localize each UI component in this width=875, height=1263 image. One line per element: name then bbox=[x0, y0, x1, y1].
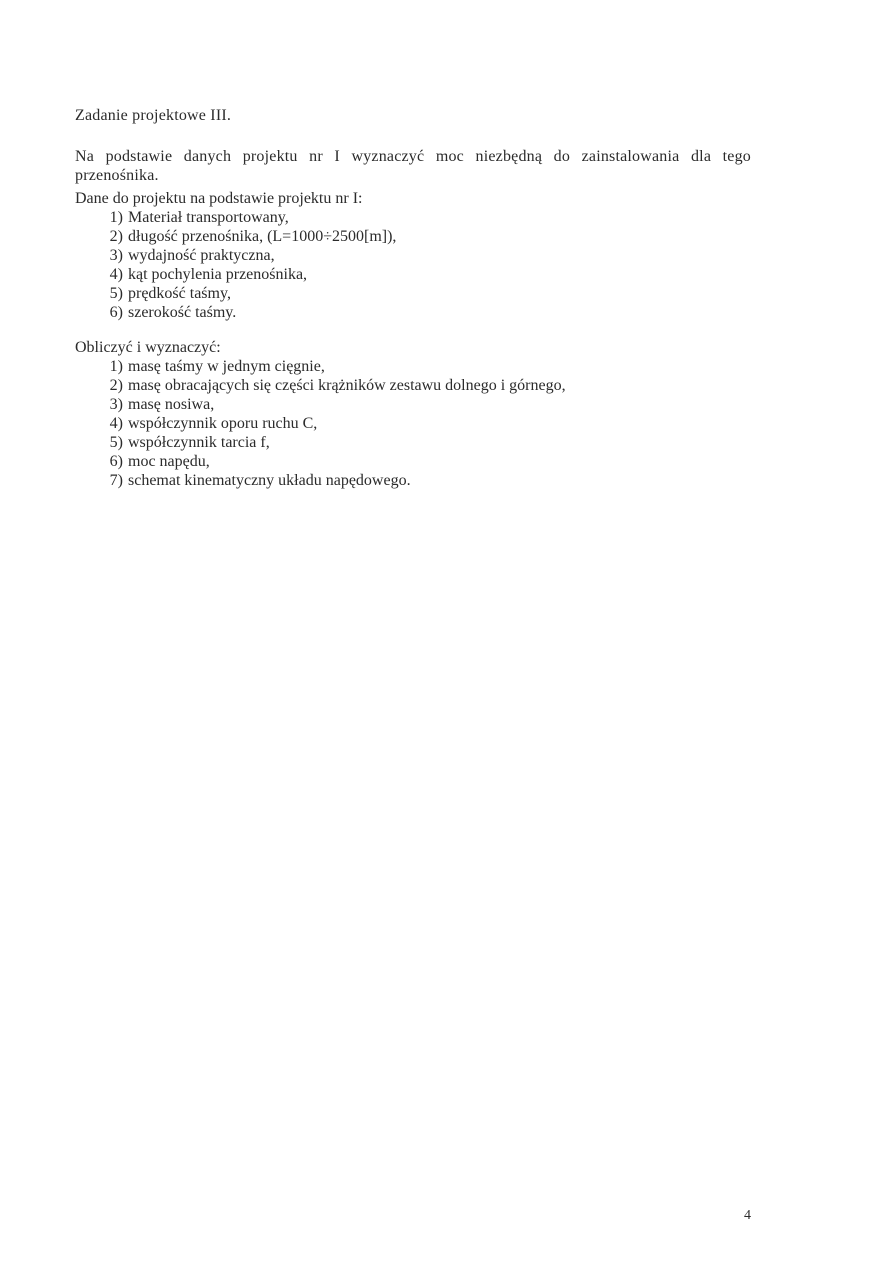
list-item-text: szerokość taśmy. bbox=[128, 304, 237, 321]
list-item-number: 4) bbox=[109, 415, 123, 432]
list-item-number: 6) bbox=[109, 453, 123, 470]
data-list bbox=[75, 208, 755, 322]
list-item bbox=[75, 284, 755, 303]
list-item bbox=[75, 303, 755, 322]
list-item-text: Materiał transportowany, bbox=[128, 209, 289, 226]
data-section-heading: Dane do projektu na podstawie projektu nr I: bbox=[75, 190, 363, 207]
list-item bbox=[75, 357, 755, 376]
list-item bbox=[75, 227, 755, 246]
list-item bbox=[75, 414, 755, 433]
data-section bbox=[75, 189, 755, 322]
list-item bbox=[75, 433, 755, 452]
list-item-number: 3) bbox=[109, 247, 123, 264]
list-item-number: 1) bbox=[109, 358, 123, 375]
list-item-text: schemat kinematyczny układu napędowego. bbox=[128, 472, 411, 489]
list-item bbox=[75, 395, 755, 414]
list-item-text: długość przenośnika, (L=1000÷2500[m]), bbox=[128, 228, 397, 245]
list-item-number: 1) bbox=[109, 209, 123, 226]
list-item-text: współczynnik oporu ruchu C, bbox=[128, 415, 318, 432]
list-item-number: 3) bbox=[109, 396, 123, 413]
list-item-text: masę taśmy w jednym cięgnie, bbox=[128, 358, 325, 375]
page-number: 4 bbox=[744, 1208, 751, 1223]
list-item-text: masę nosiwa, bbox=[128, 396, 215, 413]
list-item-number: 5) bbox=[109, 434, 123, 451]
list-item-text: prędkość taśmy, bbox=[128, 285, 231, 302]
list-item-number: 4) bbox=[109, 266, 123, 283]
list-item-text: kąt pochylenia przenośnika, bbox=[128, 266, 308, 283]
list-item-text: masę obracających się części krążników zestawu dolnego i górnego, bbox=[128, 377, 566, 394]
calc-section-heading: Obliczyć i wyznaczyć: bbox=[75, 339, 221, 356]
list-item bbox=[75, 265, 755, 284]
list-item bbox=[75, 246, 755, 265]
list-item-number: 2) bbox=[109, 377, 123, 394]
calc-section bbox=[75, 338, 755, 490]
list-item bbox=[75, 208, 755, 227]
calc-list bbox=[75, 357, 755, 490]
list-item bbox=[75, 471, 755, 490]
list-item-number: 5) bbox=[109, 285, 123, 302]
list-item-text: współczynnik tarcia f, bbox=[128, 434, 270, 451]
list-item-number: 6) bbox=[109, 304, 123, 321]
intro-paragraph: Na podstawie danych projektu nr I wyznaczyć moc niezbędną do zainstalowania dla tego przenośnika. bbox=[75, 148, 751, 184]
list-item-number: 2) bbox=[109, 228, 123, 245]
list-item-text: wydajność praktyczna, bbox=[128, 247, 275, 264]
list-item bbox=[75, 452, 755, 471]
document-title: Zadanie projektowe III. bbox=[75, 107, 232, 124]
list-item-number: 7) bbox=[109, 472, 123, 489]
list-item-text: moc napędu, bbox=[128, 453, 210, 470]
list-item bbox=[75, 376, 755, 395]
